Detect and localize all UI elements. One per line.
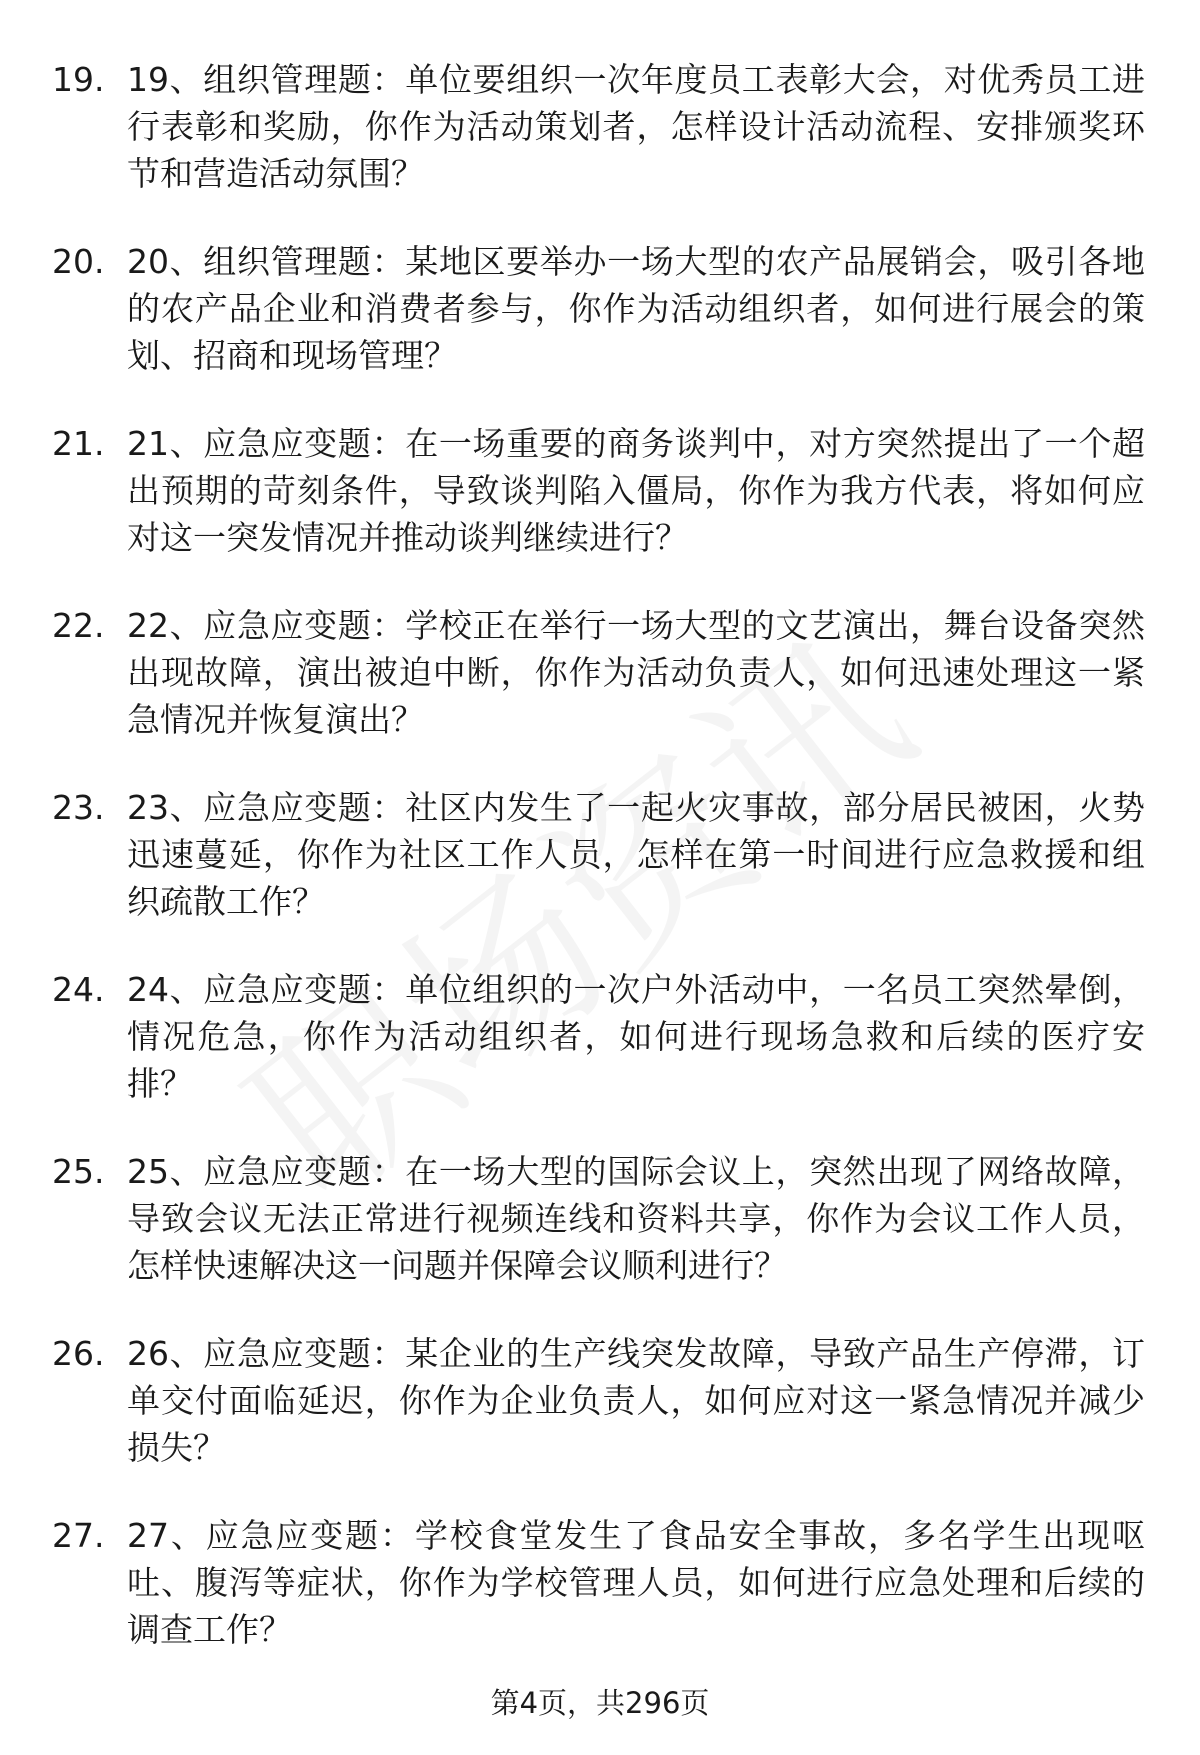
question-text: 26、应急应变题：某企业的生产线突发故障，导致产品生产停滞，订单交付面临延迟，你作为企业负责人，如何应对这一紧急情况并减少损失？ — [127, 1334, 1145, 1467]
question-number: 24. — [52, 970, 105, 1009]
question-text: 27、应急应变题：学校食堂发生了食品安全事故，多名学生出现呕吐、腹泻等症状，你作为学校管理人员，如何进行应急处理和后续的调查工作？ — [127, 1516, 1145, 1649]
question-item — [52, 1330, 1152, 1471]
question-number: 27. — [52, 1516, 105, 1555]
question-number: 22. — [52, 606, 105, 645]
question-text: 25、应急应变题：在一场大型的国际会议上，突然出现了网络故障，导致会议无法正常进行视频连线和资料共享，你作为会议工作人员，怎样快速解决这一问题并保障会议顺利进行？ — [127, 1152, 1145, 1285]
question-text: 23、应急应变题：社区内发生了一起火灾事故，部分居民被困，火势迅速蔓延，你作为社区工作人员，怎样在第一时间进行应急救援和组织疏散工作？ — [127, 788, 1145, 921]
question-number: 19. — [52, 60, 105, 99]
question-item — [52, 966, 1152, 1107]
question-text: 22、应急应变题：学校正在举行一场大型的文艺演出，舞台设备突然出现故障，演出被迫中断，你作为活动负责人，如何迅速处理这一紧急情况并恢复演出？ — [127, 606, 1145, 739]
question-text: 24、应急应变题：单位组织的一次户外活动中，一名员工突然晕倒，情况危急，你作为活动组织者，如何进行现场急救和后续的医疗安排？ — [127, 970, 1145, 1103]
question-number: 26. — [52, 1334, 105, 1373]
question-number: 20. — [52, 242, 105, 281]
question-item — [52, 784, 1152, 925]
question-list — [52, 56, 1152, 1694]
question-item — [52, 1148, 1152, 1289]
question-item — [52, 56, 1152, 197]
question-text: 20、组织管理题：某地区要举办一场大型的农产品展销会，吸引各地的农产品企业和消费者参与，你作为活动组织者，如何进行展会的策划、招商和现场管理？ — [127, 242, 1145, 375]
question-number: 21. — [52, 424, 105, 463]
question-item — [52, 1512, 1152, 1653]
question-item — [52, 602, 1152, 743]
question-text: 21、应急应变题：在一场重要的商务谈判中，对方突然提出了一个超出预期的苛刻条件，导致谈判陷入僵局，你作为我方代表，将如何应对这一突发情况并推动谈判继续进行？ — [127, 424, 1145, 557]
question-number: 25. — [52, 1152, 105, 1191]
page-footer: 第4页，共296页 — [490, 1686, 710, 1720]
question-text: 19、组织管理题：单位要组织一次年度员工表彰大会，对优秀员工进行表彰和奖励，你作为活动策划者，怎样设计活动流程、安排颁奖环节和营造活动氛围？ — [127, 60, 1145, 193]
question-number: 23. — [52, 788, 105, 827]
question-item — [52, 420, 1152, 561]
question-item — [52, 238, 1152, 379]
